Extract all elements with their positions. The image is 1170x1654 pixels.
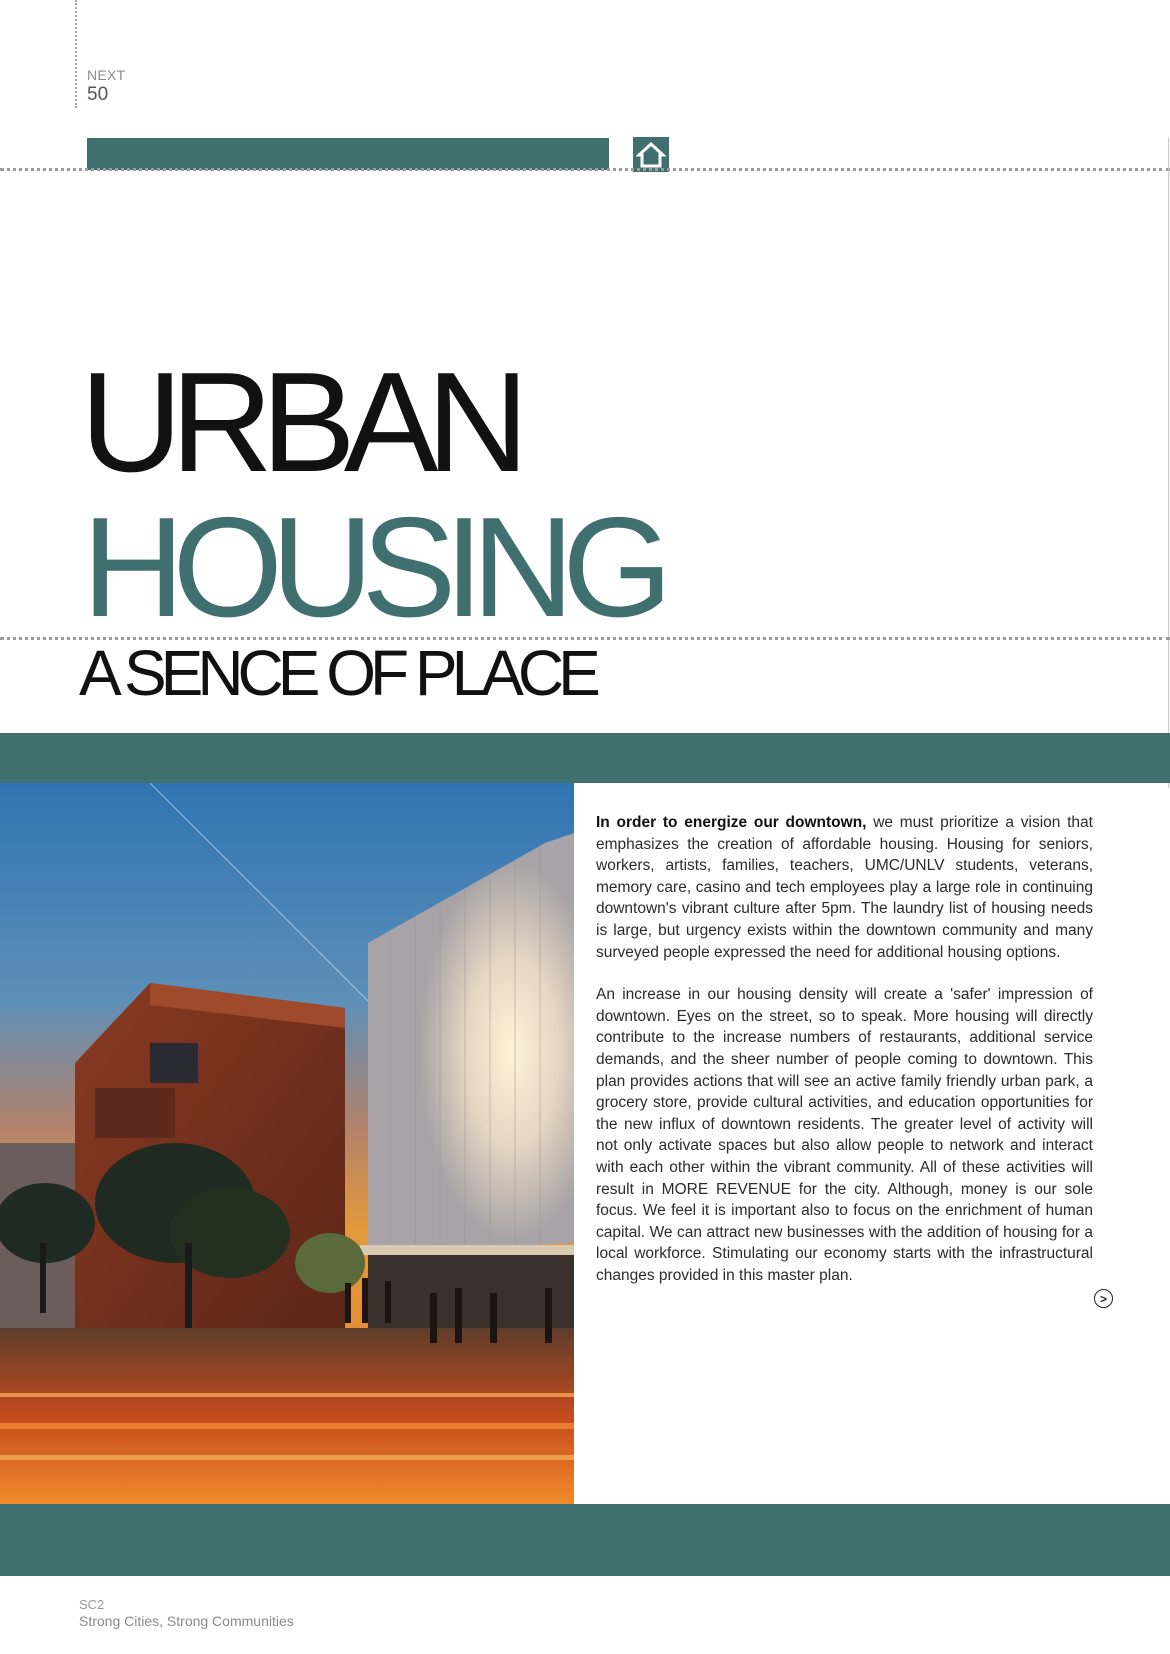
title-line-1: URBAN — [80, 343, 518, 502]
article-body — [596, 812, 1093, 1307]
right-edge-rule — [1168, 138, 1169, 788]
lead-bold: In order to energize our downtown, — [596, 814, 867, 831]
paragraph-2: An increase in our housing density will create a 'safer' impression of downtown. Eyes on the street, so to speak. More housing will directly contribute to the increase numbers of restaurants, additional service demands, and the sheer number of people coming to downtown. This plan provides actions that will see an active family friendly urban park, a grocery store, provide cultural activities, and education opportunities for the new influx of downtown residents. The greater level of activity will not only activate spaces but also allow people to network and interact with each other within the vibrant community. All of these activities will result in MORE REVENUE for the city. Although, money is our sole focus. We feel it is important also to focus on the enrichment of human capital. We can attract new businesses with the addition of housing for a local workforce. Stimulating our economy starts with the infrastructural changes provided in this master plan. — [596, 986, 1093, 1284]
title-line-2: HOUSING — [82, 488, 661, 647]
urban-housing-rendering — [0, 783, 574, 1504]
teal-band-top — [0, 733, 1170, 783]
dotted-divider-top — [0, 168, 1170, 171]
next-label[interactable]: NEXT — [87, 67, 126, 83]
page-number: 50 — [87, 84, 109, 105]
next-page-button[interactable]: > — [1094, 1289, 1113, 1308]
header-bar — [87, 138, 609, 170]
vertical-dotted-rule — [75, 0, 77, 108]
home-button[interactable] — [633, 137, 669, 172]
teal-band-bottom — [0, 1504, 1170, 1576]
paragraph-1 — [596, 812, 1093, 963]
paragraph-1-text: we must prioritize a vision that emphasizes the creation of affordable housing. Housing for seniors, workers, artists, families, teachers, UMC/UNLV students, veterans, memory care, casino and tech employees play a large role in continuing downtown's vibrant culture after 5pm. The laundry list of housing needs is large, but urgency exists within the downtown community and many surveyed people expressed the need for additional housing options. — [596, 814, 1093, 961]
home-icon — [636, 141, 666, 169]
footer-title: Strong Cities, Strong Communities — [79, 1613, 294, 1629]
footer-code: SC2 — [79, 1597, 105, 1612]
subtitle: A SENCE OF PLACE — [79, 637, 595, 709]
